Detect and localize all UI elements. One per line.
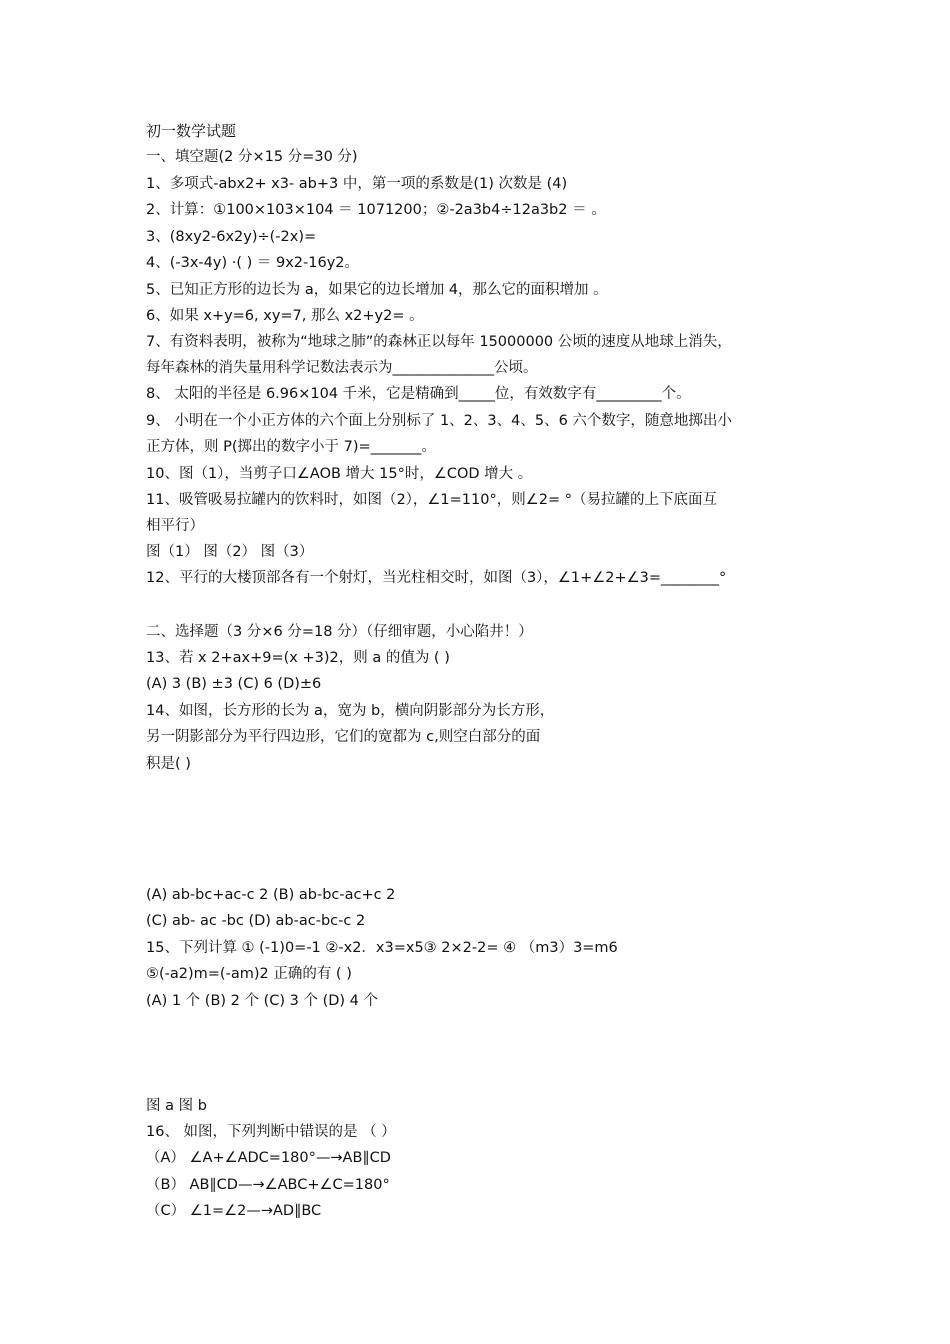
question-1: 1、多项式-abx2+ x3- ab+3 中，第一项的系数是(1) 次数是 (4) xyxy=(146,176,568,192)
question-14-line-3: 积是( ) xyxy=(146,756,191,772)
question-7-line-2: 每年森林的消失量用科学记数法表示为______________公顷。 xyxy=(146,360,538,376)
question-2: 2、计算：①100×103×104 ＝ 1071200；②-2a3b4÷12a3b2 ＝ 。 xyxy=(146,202,606,218)
question-11-line-2: 相平行） xyxy=(146,518,204,534)
question-10: 10、图（1），当剪子口∠AOB 增大 15°时，∠COD 增大 。 xyxy=(146,466,533,482)
page-title: 初一数学试题 xyxy=(146,122,237,140)
question-14-options-ab: (A) ab-bc+ac-c 2 (B) ab-bc-ac+c 2 xyxy=(146,887,396,903)
question-16-option-a: （A） ∠A+∠ADC=180°—→AB∥CD xyxy=(146,1150,391,1166)
question-16-option-c: （C） ∠1=∠2—→AD∥BC xyxy=(146,1203,322,1219)
question-13: 13、若 x 2+ax+9=(x +3)2，则 a 的值为 ( ) xyxy=(146,650,450,666)
figure-captions-a-b: 图 a 图 b xyxy=(146,1098,207,1114)
question-9-line-1: 9、 小明在一个小正方体的六个面上分别标了 1、2、3、4、5、6 六个数字，随意地掷出小 xyxy=(146,413,732,429)
figure-captions-1-3: 图（1） 图（2） 图（3） xyxy=(146,544,314,560)
question-6: 6、如果 x+y=6, xy=7, 那么 x2+y2= 。 xyxy=(146,308,424,324)
question-15-line-2: ⑤(-a2)m=(-am)2 正确的有 ( ) xyxy=(146,966,352,982)
section-heading-choice: 二、选择题（3 分×6 分=18 分）（仔细审题，小心陷井！） xyxy=(146,624,533,640)
question-9-line-2: 正方体，则 P(掷出的数字小于 7)=_______。 xyxy=(146,439,436,455)
question-15-options: (A) 1 个 (B) 2 个 (C) 3 个 (D) 4 个 xyxy=(146,993,379,1009)
section-heading-fill-in: 一、填空题(2 分×15 分=30 分) xyxy=(146,149,358,165)
question-16: 16、 如图，下列判断中错误的是 （ ） xyxy=(146,1124,396,1140)
question-4: 4、(-3x-4y) ·( ) ＝ 9x2-16y2。 xyxy=(146,255,359,271)
question-12: 12、平行的大楼顶部各有一个射灯，当光柱相交时，如图（3），∠1+∠2+∠3=________° xyxy=(146,570,727,586)
question-11-line-1: 11、吸管吸易拉罐内的饮料时，如图（2），∠1=110°，则∠2= °（易拉罐的上下底面互 xyxy=(146,492,717,508)
question-16-option-b: （B） AB∥CD—→∠ABC+∠C=180° xyxy=(146,1177,390,1193)
question-14-line-1: 14、如图，长方形的长为 a，宽为 b，横向阴影部分为长方形， xyxy=(146,703,555,719)
question-13-options: (A) 3 (B) ±3 (C) 6 (D)±6 xyxy=(146,676,322,692)
question-14-line-2: 另一阴影部分为平行四边形，它们的宽都为 c,则空白部分的面 xyxy=(146,729,541,745)
question-3: 3、(8xy2-6x2y)÷(-2x)= xyxy=(146,229,317,245)
question-5: 5、已知正方形的边长为 a，如果它的边长增加 4，那么它的面积增加 。 xyxy=(146,282,608,298)
question-7-line-1: 7、有资料表明，被称为“地球之肺”的森林正以每年 15000000 公顷的速度从地球上消失， xyxy=(146,334,732,350)
question-14-options-cd: (C) ab- ac -bc (D) ab-ac-bc-c 2 xyxy=(146,913,366,929)
question-8: 8、 太阳的半径是 6.96×104 千米，它是精确到_____位，有效数字有_________个。 xyxy=(146,386,691,402)
question-15-line-1: 15、下列计算 ① (-1)0=-1 ②-x2．x3=x5③ 2×2-2= ④ （m3）3=m6 xyxy=(146,940,618,956)
